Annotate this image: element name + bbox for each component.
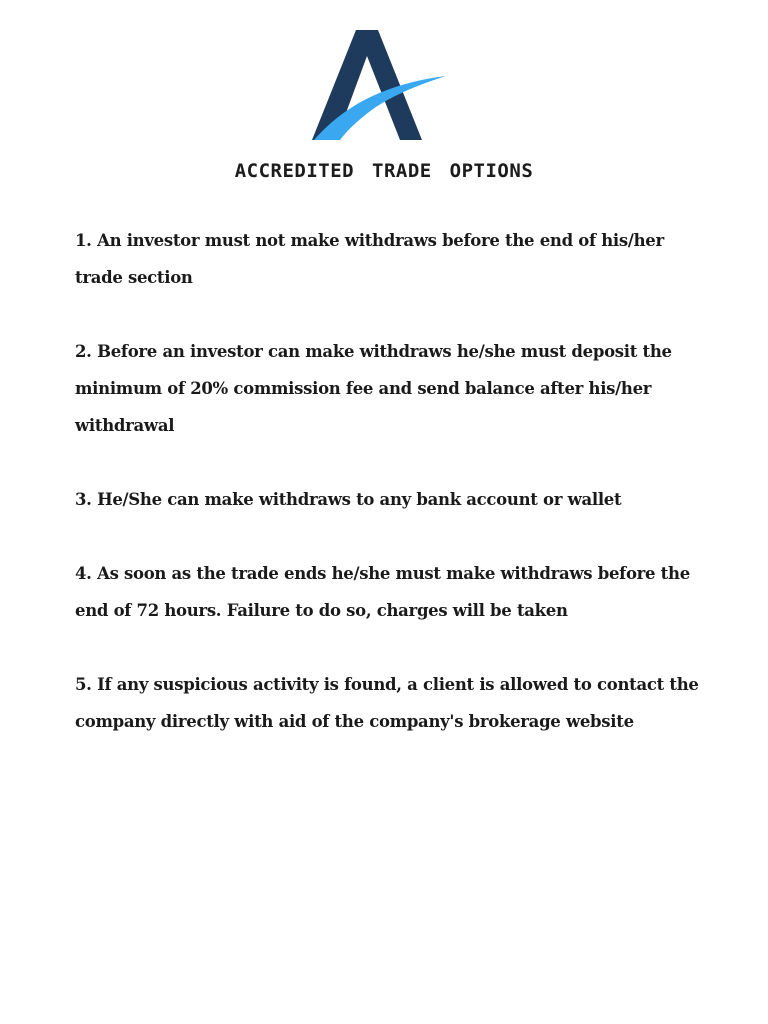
rules-list — [75, 222, 715, 777]
rule-item: 1. An investor must not make withdraws before the end of his/her trade section — [75, 231, 664, 287]
company-name: ACCREDITED TRADE OPTIONS — [234, 160, 534, 182]
rule-item: 5. If any suspicious activity is found, a client is allowed to contact the company directly with aid of the company's brokerage website — [75, 675, 699, 731]
company-logo-icon — [312, 30, 448, 142]
rule-item: 2. Before an investor can make withdraws he/she must deposit the minimum of 20% commission fee and send balance after his/her withdrawal — [75, 342, 672, 435]
rule-item: 3. He/She can make withdraws to any bank account or wallet — [75, 490, 622, 509]
rule-item: 4. As soon as the trade ends he/she must make withdraws before the end of 72 hours. Failure to do so, charges will be taken — [75, 564, 690, 620]
